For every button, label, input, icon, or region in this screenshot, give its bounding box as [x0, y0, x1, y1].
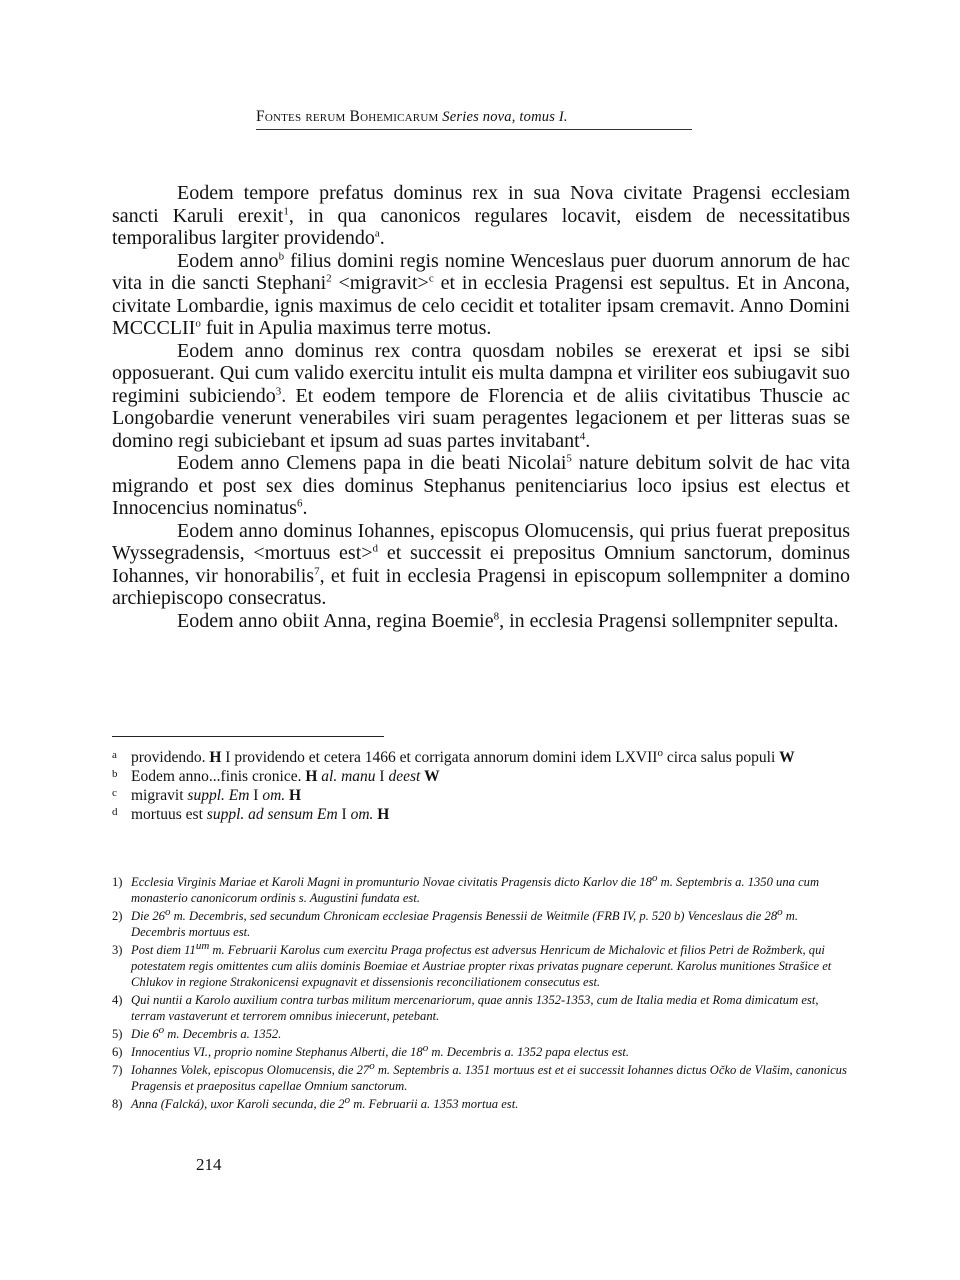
paragraph	[112, 182, 850, 250]
running-header	[256, 108, 692, 130]
text-run: m. Septembris a. 1351 mortuus est et ei successit Iohannes dictus Očko de Vlašim, canonicus Pragensis et praepositus capellae Omnium sanctorum.	[131, 1063, 847, 1093]
text-run: Die 26	[131, 909, 165, 923]
critical-note	[112, 805, 850, 824]
critical-note	[112, 748, 850, 767]
manuscript-siglum: H	[289, 787, 302, 804]
note-reference: 2	[326, 272, 332, 285]
text-run: .	[302, 497, 308, 519]
text-run: I providendo et cetera 1466 et corrigata annorum domini idem LXVII	[221, 749, 658, 766]
critical-note-mark: c	[112, 787, 117, 799]
text-run: migravit	[131, 787, 188, 804]
text-run: et in ecclesia Pragensi est sepultus. Et in Ancona, civitate Lombardie, ignis maximus de celo cecidit et totaliter ipsam cremavit. Anno Domini MCCCLII	[112, 272, 850, 339]
main-text	[112, 182, 850, 632]
text-run: , et fuit in ecclesia Pragensi in episcopum sollempniter a domino archiepiscopo consecratus.	[112, 564, 850, 609]
manuscript-siglum: H	[305, 768, 318, 785]
manuscript-siglum: H	[209, 749, 222, 766]
text-run: Qui nuntii a Karolo auxilium contra turbas militum mercenariorum, quae annis 1352-1353, cum de Italia media et Roma dimicatum est, terram vastaverunt et terrorem omnibus iniecerunt, petebant.	[131, 993, 819, 1023]
paragraph	[112, 250, 850, 340]
critical-note-mark: a	[112, 749, 117, 761]
footnote	[112, 1093, 850, 1112]
paragraph	[112, 520, 850, 610]
text-run: Anna (Falcká), uxor Karoli secunda, die 2	[131, 1097, 345, 1111]
text-run: . Et eodem tempore de Florencia et de aliis civitatibus Thuscie ac Longobardie venerunt venerabiles viri suam peragentes legacionem et per litteras suas se domino regi subiciebant et ipsum ad suas partes invitabant	[112, 384, 850, 452]
footnote	[112, 1059, 850, 1094]
text-run: .	[585, 429, 591, 452]
footnote	[112, 1023, 850, 1042]
manuscript-siglum: W	[779, 749, 795, 766]
text-run: I	[337, 806, 351, 823]
footnotes	[112, 871, 850, 1114]
paragraph	[112, 452, 850, 520]
note-reference: 5	[566, 452, 572, 465]
note-reference: c	[428, 272, 434, 285]
text-run: m. Decembris mortuus est.	[131, 909, 799, 939]
manuscript-siglum: H	[377, 806, 390, 823]
editorial-remark: om.	[350, 806, 374, 823]
text-run: .	[379, 227, 385, 249]
critical-note-mark: b	[112, 768, 118, 780]
note-reference: 6	[296, 497, 303, 510]
editorial-remark: suppl. Em	[187, 787, 250, 804]
note-reference: a	[374, 227, 380, 240]
text-run: providendo.	[131, 749, 210, 766]
footnote-number: 8)	[112, 1097, 123, 1111]
text-run: Iohannes Volek, episcopus Olomucensis, die 27	[131, 1063, 370, 1077]
editorial-remark: deest	[388, 768, 421, 785]
footnote-number: 4)	[112, 993, 123, 1007]
footnote	[112, 939, 850, 990]
footnote-number: 7)	[112, 1063, 123, 1077]
note-reference: o	[344, 1093, 351, 1106]
header-series-title: Fontes rerum Bohemicarum	[256, 108, 439, 125]
footnote	[112, 905, 850, 940]
text-run: nature debitum solvit de hac vita migrando et post sex dies dominus Stephanus penitenciarius loco ipsius est electus et Innocencius nominatus	[112, 452, 851, 519]
text-run: Eodem tempore prefatus dominus rex in sua Nova civitate Pragensi ecclesiam sancti Karuli erexit	[112, 182, 850, 227]
note-reference: 4	[579, 429, 586, 442]
editorial-remark: al. manu	[321, 768, 376, 785]
text-run: Eodem anno obiit Anna, regina Boemie	[177, 609, 494, 632]
text-run: m. Februarii Karolus cum exercitu Praga profectus est adversus Henricum de Michalovic et filios Petri de Rožmberk, qui potestatem regis omittentes cum aliis dominis Boemiae et Austriae propter rixas privatas pugnare ceperunt. Karolus munitiones Strašice et Chlukov in regione Strakonicensi expugnavit et dissensionis reconciliationem consecutus est.	[131, 943, 832, 989]
paragraph	[112, 610, 850, 633]
footnote-separator	[112, 736, 384, 737]
text-run: mortuus est	[131, 806, 207, 823]
footnote-number: 2)	[112, 909, 123, 923]
note-reference: 8	[493, 609, 500, 622]
text-run: circa salus populi	[662, 749, 780, 766]
note-reference: 7	[314, 564, 320, 577]
editorial-remark: suppl. ad sensum Em	[206, 806, 338, 823]
manuscript-siglum: W	[424, 768, 440, 785]
editorial-remark: om.	[262, 787, 286, 804]
footnote-number: 6)	[112, 1045, 123, 1059]
text-run: m. Decembris, sed secundum Chronicam ecclesiae Pragensis Benessii de Weitmile (FRB IV, p. 520 b) Venceslaus die 28	[170, 909, 778, 923]
note-reference: o	[195, 317, 201, 330]
note-reference: 3	[275, 384, 282, 397]
header-series-subtitle: Series nova, tomus I.	[442, 109, 568, 125]
text-run: I	[375, 768, 389, 785]
note-reference: o	[657, 746, 663, 759]
footnote	[112, 1041, 850, 1060]
critical-note-mark: d	[112, 806, 118, 818]
text-run: Die 6	[131, 1027, 159, 1041]
footnote-number: 1)	[112, 875, 123, 889]
note-reference: um	[195, 939, 210, 952]
note-reference: o	[777, 905, 783, 918]
text-run: Innocentius VI., proprio nomine Stephanus Alberti, die 18	[131, 1045, 423, 1059]
text-run: filius domini regis nomine Wenceslaus puer duorum annorum de hac vita in die sancti Stephani	[112, 249, 850, 294]
footnote	[112, 871, 850, 906]
text-run: Eodem anno	[177, 249, 279, 272]
text-run: Post diem 11	[131, 943, 196, 957]
paragraph	[112, 340, 850, 453]
text-run: Eodem anno...finis cronice.	[131, 768, 306, 785]
note-reference: o	[164, 905, 171, 918]
text-run: m. Decembris a. 1352 papa electus est.	[428, 1045, 629, 1059]
text-run: I	[249, 787, 263, 804]
text-run: , in ecclesia Pragensi sollempniter sepulta.	[499, 609, 839, 632]
text-run: Eodem anno dominus Iohannes, episcopus Olomucensis, qui prius fuerat prepositus Wyssegradensis, <mortuus est>	[112, 519, 850, 564]
critical-note	[112, 767, 850, 786]
note-reference: o	[369, 1059, 375, 1072]
note-reference: b	[278, 249, 285, 262]
text-run: Eodem anno Clemens papa in die beati Nicolai	[177, 452, 567, 474]
text-run: , in qua canonicos regulares locavit, eisdem de necessitatibus temporalibus largiter providendo	[112, 204, 850, 249]
footnote-number: 5)	[112, 1027, 123, 1041]
critical-note	[112, 786, 850, 805]
text-run: fuit in Apulia maximus terre motus.	[200, 317, 492, 339]
text-run: m. Septembris a. 1350 una cum monasterio canonicorum ordinis s. Augustini fundata est.	[131, 875, 820, 905]
text-run: Ecclesia Virginis Mariae et Karoli Magni in promunturio Novae civitatis Pragensis dicto Karlov die 18	[131, 875, 652, 889]
text-run: m. Februarii a. 1353 mortua est.	[350, 1097, 519, 1111]
note-reference: 1	[283, 204, 289, 217]
footnote-number: 3)	[112, 943, 123, 957]
text-run: <migravit>	[331, 272, 429, 294]
note-reference: o	[158, 1023, 165, 1036]
critical-apparatus	[112, 748, 850, 824]
note-reference: o	[651, 871, 658, 884]
page-number: 214	[196, 1155, 222, 1174]
note-reference: d	[372, 542, 379, 555]
text-run: Eodem anno dominus rex contra quosdam nobiles se erexerat et ipsi se sibi opposuerant. Qui cum valido exercitu intulit eis multa dampna et viriliter eos subiugavit suo regimini subiciendo	[112, 339, 850, 407]
note-reference: o	[422, 1041, 429, 1054]
text-run: et successit ei prepositus Omnium sanctorum, dominus Iohannes, vir honorabilis	[112, 542, 850, 587]
text-run: m. Decembris a. 1352.	[164, 1027, 282, 1041]
footnote	[112, 992, 850, 1024]
